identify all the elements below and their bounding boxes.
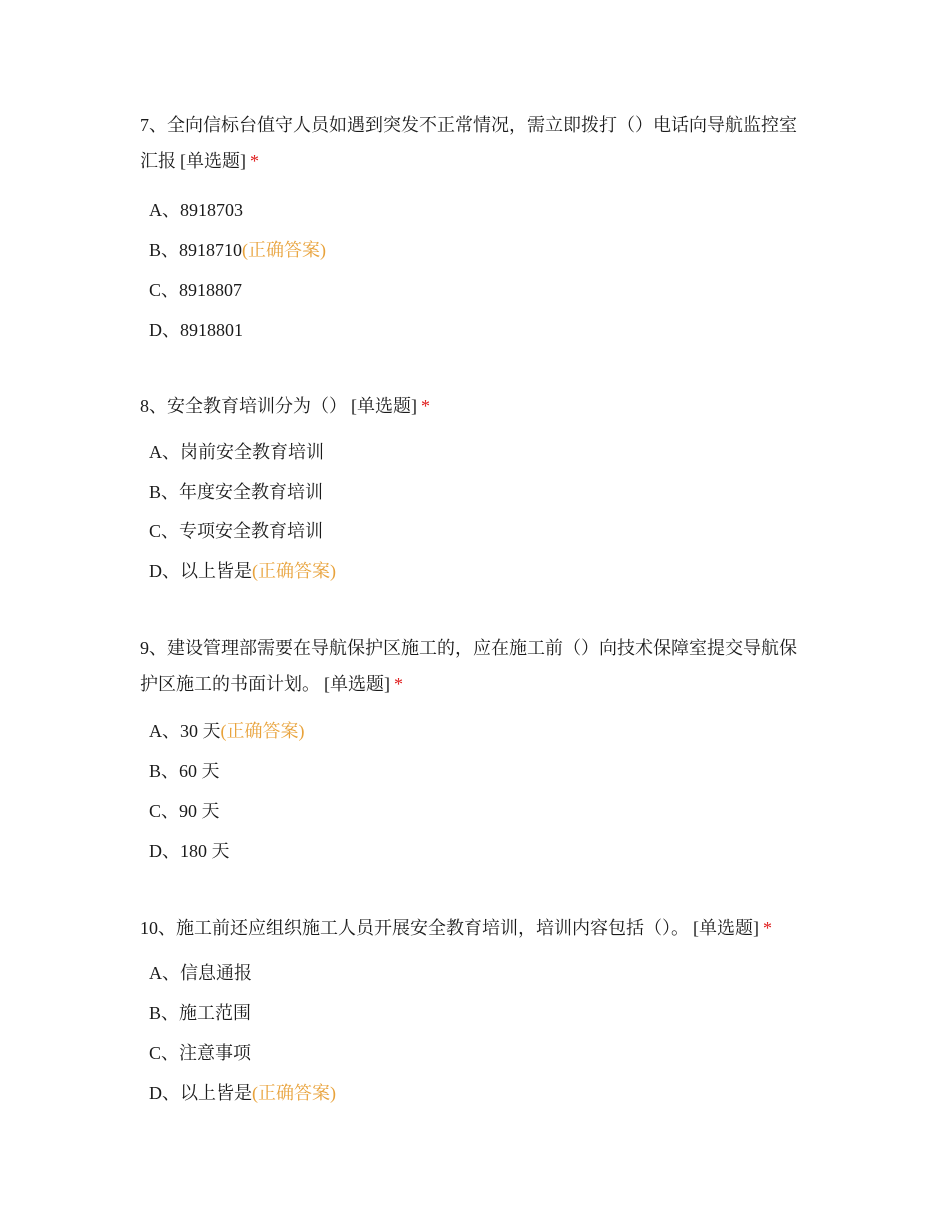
option-7-a[interactable] [149,198,243,222]
question-text: 全向信标台值守人员如遇到突发不正常情况，需立即拨打（）电话向导航监控室汇报 [140,115,797,171]
option-text: 8918710 [179,240,243,260]
question-number: 9、 [140,638,167,658]
option-letter: D、 [149,320,180,340]
option-letter: A、 [149,200,180,220]
option-letter: C、 [149,1043,180,1063]
option-text: 8918801 [180,320,243,340]
option-text: 8918703 [180,200,243,220]
correct-answer-tag: (正确答案) [252,561,336,581]
option-letter: C、 [149,521,180,541]
option-7-d[interactable] [149,318,243,342]
option-text: 8918807 [179,280,243,300]
question-title [140,388,810,424]
option-9-a[interactable] [149,719,305,743]
option-7-b[interactable] [149,238,326,262]
question-number: 8、 [140,396,167,416]
option-text: 专项安全教育培训 [179,521,324,541]
required-marker: * [394,674,403,694]
option-9-d[interactable] [149,839,230,863]
option-9-c[interactable] [149,799,220,823]
question-type: [单选题] [693,918,759,938]
option-10-a[interactable] [149,961,252,985]
option-text: 施工范围 [179,1003,252,1023]
option-letter: A、 [149,442,180,462]
option-text: 信息通报 [180,963,252,983]
question-type: [单选题] [351,396,417,416]
option-8-b[interactable] [149,480,323,504]
question-7 [140,107,810,179]
option-8-a[interactable] [149,440,324,464]
question-9 [140,630,810,702]
option-letter: D、 [149,1083,180,1103]
correct-answer-tag: (正确答案) [220,721,305,741]
required-marker: * [250,151,259,171]
option-10-d[interactable] [149,1081,336,1105]
option-letter: A、 [149,721,180,741]
option-text: 以上皆是 [180,1083,252,1103]
required-marker: * [763,918,772,938]
option-text: 年度安全教育培训 [179,482,324,502]
option-text: 90 天 [179,801,220,821]
option-8-d[interactable] [149,559,336,583]
question-text: 施工前还应组织施工人员开展安全教育培训，培训内容包括（）。 [176,918,689,938]
question-number: 10、 [140,918,176,938]
question-10 [140,910,820,946]
option-7-c[interactable] [149,278,242,302]
option-letter: A、 [149,963,180,983]
question-text: 建设管理部需要在导航保护区施工的，应在施工前（）向技术保障室提交导航保护区施工的书面计划。 [140,638,797,694]
question-title [140,910,820,946]
option-letter: C、 [149,280,180,300]
question-number: 7、 [140,115,167,135]
option-text: 岗前安全教育培训 [180,442,324,462]
option-letter: B、 [149,482,180,502]
question-type: [单选题] [180,151,246,171]
option-8-c[interactable] [149,519,323,543]
option-text: 以上皆是 [180,561,252,581]
option-letter: D、 [149,841,180,861]
option-9-b[interactable] [149,759,220,783]
option-letter: D、 [149,561,180,581]
correct-answer-tag: (正确答案) [242,240,327,260]
correct-answer-tag: (正确答案) [252,1083,336,1103]
option-letter: B、 [149,1003,180,1023]
question-8 [140,388,810,424]
option-text: 180 天 [180,841,230,861]
question-type: [单选题] [324,674,390,694]
question-text: 安全教育培训分为（） [167,396,347,416]
option-10-b[interactable] [149,1001,251,1025]
option-text: 注意事项 [179,1043,252,1063]
option-letter: C、 [149,801,180,821]
option-text: 30 天 [180,721,221,741]
question-title [140,630,810,702]
required-marker: * [421,396,430,416]
option-text: 60 天 [179,761,220,781]
option-letter: B、 [149,761,180,781]
option-letter: B、 [149,240,180,260]
question-title [140,107,810,179]
option-10-c[interactable] [149,1041,251,1065]
